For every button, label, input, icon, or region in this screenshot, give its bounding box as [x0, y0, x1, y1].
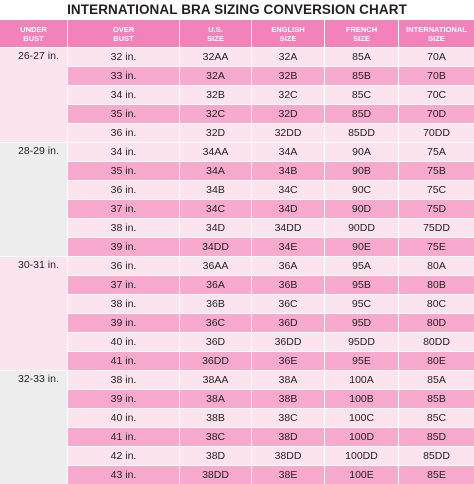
- international-size-cell: 75D: [399, 199, 474, 218]
- english-size-cell: 34B: [252, 161, 325, 180]
- international-size-cell: 75DD: [399, 218, 474, 237]
- us-size-cell: 34DD: [180, 237, 252, 256]
- header-over-bust: OVER BUST: [68, 20, 180, 47]
- over-bust-cell: 40 in.: [68, 332, 180, 351]
- english-size-cell: 38DD: [252, 446, 325, 465]
- table-row: [0, 161, 474, 180]
- international-size-cell: 70A: [399, 47, 474, 66]
- under-bust-cell: 28-29 in.: [0, 142, 68, 256]
- us-size-cell: 32B: [180, 85, 252, 104]
- english-size-cell: 38E: [252, 465, 325, 484]
- over-bust-cell: 35 in.: [68, 104, 180, 123]
- us-size-cell: 36D: [180, 332, 252, 351]
- french-size-cell: 90C: [325, 180, 399, 199]
- header-us-size: U.S. SIZE: [180, 20, 252, 47]
- english-size-cell: 38C: [252, 408, 325, 427]
- table-row: [0, 370, 474, 389]
- table-row: [0, 408, 474, 427]
- table-row: [0, 218, 474, 237]
- over-bust-cell: 41 in.: [68, 351, 180, 370]
- over-bust-cell: 36 in.: [68, 180, 180, 199]
- international-size-cell: 75C: [399, 180, 474, 199]
- international-size-cell: 75B: [399, 161, 474, 180]
- international-size-cell: 80E: [399, 351, 474, 370]
- table-row: [0, 199, 474, 218]
- english-size-cell: 36C: [252, 294, 325, 313]
- us-size-cell: 34D: [180, 218, 252, 237]
- table-row: [0, 446, 474, 465]
- header-international-size: INTERNATIONAL SIZE: [399, 20, 474, 47]
- english-size-cell: 32DD: [252, 123, 325, 142]
- us-size-cell: 38DD: [180, 465, 252, 484]
- table-row: [0, 313, 474, 332]
- us-size-cell: 36AA: [180, 256, 252, 275]
- over-bust-cell: 38 in.: [68, 370, 180, 389]
- over-bust-cell: 37 in.: [68, 275, 180, 294]
- international-size-cell: 85D: [399, 427, 474, 446]
- english-size-cell: 38B: [252, 389, 325, 408]
- french-size-cell: 90DD: [325, 218, 399, 237]
- international-size-cell: 70DD: [399, 123, 474, 142]
- table-row: [0, 66, 474, 85]
- header-row: [0, 20, 474, 47]
- header-french-size: FRENCH SIZE: [325, 20, 399, 47]
- us-size-cell: 34A: [180, 161, 252, 180]
- table-row: [0, 332, 474, 351]
- international-size-cell: 70B: [399, 66, 474, 85]
- us-size-cell: 34B: [180, 180, 252, 199]
- over-bust-cell: 32 in.: [68, 47, 180, 66]
- over-bust-cell: 36 in.: [68, 256, 180, 275]
- english-size-cell: 34D: [252, 199, 325, 218]
- international-size-cell: 70C: [399, 85, 474, 104]
- french-size-cell: 100DD: [325, 446, 399, 465]
- over-bust-cell: 39 in.: [68, 389, 180, 408]
- french-size-cell: 100D: [325, 427, 399, 446]
- us-size-cell: 36A: [180, 275, 252, 294]
- table-row: [0, 275, 474, 294]
- us-size-cell: 36C: [180, 313, 252, 332]
- french-size-cell: 95B: [325, 275, 399, 294]
- french-size-cell: 90B: [325, 161, 399, 180]
- international-size-cell: 85C: [399, 408, 474, 427]
- over-bust-cell: 35 in.: [68, 161, 180, 180]
- table-row: [0, 256, 474, 275]
- over-bust-cell: 36 in.: [68, 123, 180, 142]
- french-size-cell: 100A: [325, 370, 399, 389]
- english-size-cell: 38D: [252, 427, 325, 446]
- us-size-cell: 34AA: [180, 142, 252, 161]
- table-row: [0, 351, 474, 370]
- over-bust-cell: 39 in.: [68, 237, 180, 256]
- english-size-cell: 34A: [252, 142, 325, 161]
- french-size-cell: 95E: [325, 351, 399, 370]
- french-size-cell: 85A: [325, 47, 399, 66]
- table-row: [0, 123, 474, 142]
- table-row: [0, 180, 474, 199]
- us-size-cell: 36B: [180, 294, 252, 313]
- international-size-cell: 80A: [399, 256, 474, 275]
- over-bust-cell: 41 in.: [68, 427, 180, 446]
- international-size-cell: 80B: [399, 275, 474, 294]
- english-size-cell: 32D: [252, 104, 325, 123]
- over-bust-cell: 33 in.: [68, 66, 180, 85]
- under-bust-cell: 30-31 in.: [0, 256, 68, 370]
- english-size-cell: 34E: [252, 237, 325, 256]
- international-size-cell: 85A: [399, 370, 474, 389]
- french-size-cell: 100E: [325, 465, 399, 484]
- us-size-cell: 38C: [180, 427, 252, 446]
- under-bust-cell: 32-33 in.: [0, 370, 68, 484]
- us-size-cell: 38A: [180, 389, 252, 408]
- header-under-bust: UNDER BUST: [0, 20, 68, 47]
- french-size-cell: 95DD: [325, 332, 399, 351]
- us-size-cell: 34C: [180, 199, 252, 218]
- table-row: [0, 465, 474, 484]
- english-size-cell: 36A: [252, 256, 325, 275]
- conversion-table: [0, 20, 474, 484]
- international-size-cell: 80C: [399, 294, 474, 313]
- table-row: [0, 389, 474, 408]
- over-bust-cell: 39 in.: [68, 313, 180, 332]
- over-bust-cell: 42 in.: [68, 446, 180, 465]
- over-bust-cell: 34 in.: [68, 142, 180, 161]
- french-size-cell: 85D: [325, 104, 399, 123]
- over-bust-cell: 38 in.: [68, 294, 180, 313]
- english-size-cell: 34DD: [252, 218, 325, 237]
- us-size-cell: 32A: [180, 66, 252, 85]
- english-size-cell: 36DD: [252, 332, 325, 351]
- international-size-cell: 80DD: [399, 332, 474, 351]
- over-bust-cell: 37 in.: [68, 199, 180, 218]
- table-row: [0, 237, 474, 256]
- us-size-cell: 36DD: [180, 351, 252, 370]
- us-size-cell: 32AA: [180, 47, 252, 66]
- international-size-cell: 85DD: [399, 446, 474, 465]
- header-english-size: ENGLISH SIZE: [252, 20, 325, 47]
- over-bust-cell: 40 in.: [68, 408, 180, 427]
- english-size-cell: 36E: [252, 351, 325, 370]
- under-bust-cell: 26-27 in.: [0, 47, 68, 142]
- french-size-cell: 90A: [325, 142, 399, 161]
- english-size-cell: 32C: [252, 85, 325, 104]
- french-size-cell: 95C: [325, 294, 399, 313]
- english-size-cell: 34C: [252, 180, 325, 199]
- french-size-cell: 95D: [325, 313, 399, 332]
- table-row: [0, 142, 474, 161]
- us-size-cell: 38D: [180, 446, 252, 465]
- french-size-cell: 100B: [325, 389, 399, 408]
- english-size-cell: 32A: [252, 47, 325, 66]
- french-size-cell: 85C: [325, 85, 399, 104]
- international-size-cell: 80D: [399, 313, 474, 332]
- table-row: [0, 85, 474, 104]
- us-size-cell: 32C: [180, 104, 252, 123]
- english-size-cell: 36B: [252, 275, 325, 294]
- english-size-cell: 36D: [252, 313, 325, 332]
- over-bust-cell: 43 in.: [68, 465, 180, 484]
- chart-title: INTERNATIONAL BRA SIZING CONVERSION CHART: [67, 2, 407, 17]
- us-size-cell: 38B: [180, 408, 252, 427]
- us-size-cell: 32D: [180, 123, 252, 142]
- international-size-cell: 85B: [399, 389, 474, 408]
- table-row: [0, 47, 474, 66]
- english-size-cell: 32B: [252, 66, 325, 85]
- french-size-cell: 90D: [325, 199, 399, 218]
- french-size-cell: 85DD: [325, 123, 399, 142]
- english-size-cell: 38A: [252, 370, 325, 389]
- us-size-cell: 38AA: [180, 370, 252, 389]
- table-row: [0, 427, 474, 446]
- french-size-cell: 85B: [325, 66, 399, 85]
- international-size-cell: 75E: [399, 237, 474, 256]
- french-size-cell: 95A: [325, 256, 399, 275]
- international-size-cell: 70D: [399, 104, 474, 123]
- over-bust-cell: 38 in.: [68, 218, 180, 237]
- table-row: [0, 294, 474, 313]
- french-size-cell: 100C: [325, 408, 399, 427]
- table-row: [0, 104, 474, 123]
- international-size-cell: 85E: [399, 465, 474, 484]
- over-bust-cell: 34 in.: [68, 85, 180, 104]
- international-size-cell: 75A: [399, 142, 474, 161]
- french-size-cell: 90E: [325, 237, 399, 256]
